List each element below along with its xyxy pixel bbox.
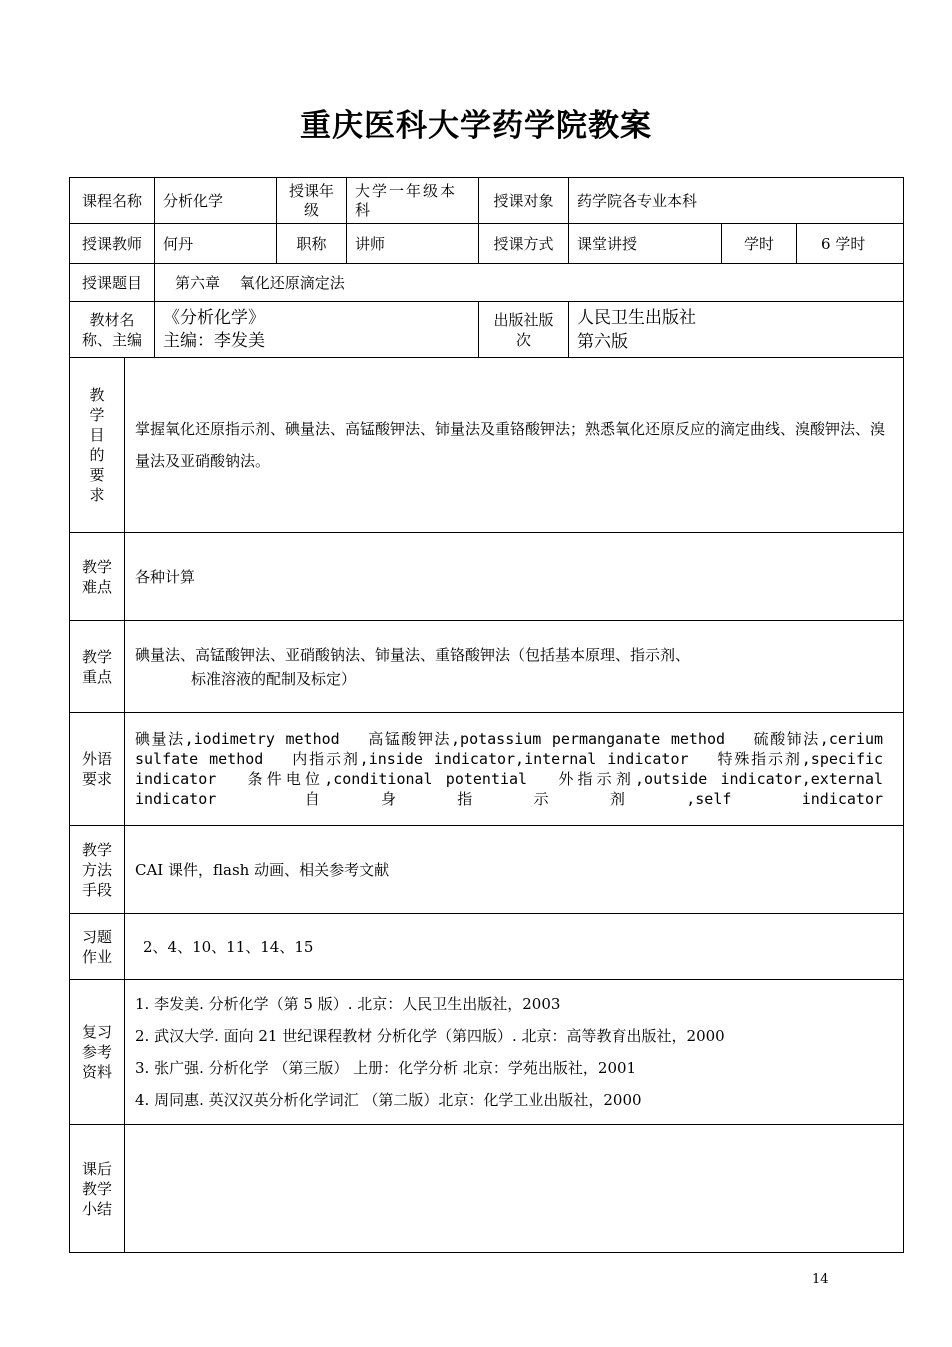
row-key-points bbox=[70, 621, 904, 713]
term-8: 自身指示剂,self indicator bbox=[304, 790, 884, 808]
publisher-label: 出版社版次 bbox=[479, 302, 569, 358]
methods-text: CAI 课件，flash 动画、相关参考文献 bbox=[125, 826, 904, 914]
row-methods bbox=[70, 826, 904, 914]
publisher-edition: 第六版 bbox=[577, 331, 629, 352]
textbook-label: 教材名称、主编 bbox=[70, 302, 155, 358]
ref-item: 3. 张广强. 分析化学 （第三版） 上册：化学分析 北京：学苑出版社，2001 bbox=[135, 1059, 637, 1077]
row-teacher bbox=[70, 224, 904, 264]
target-label: 授课对象 bbox=[479, 178, 569, 224]
row-homework bbox=[70, 914, 904, 980]
row-references bbox=[70, 980, 904, 1125]
homework-text: 2、4、10、11、14、15 bbox=[125, 914, 904, 980]
lesson-plan-table bbox=[69, 177, 904, 1253]
foreign-terms bbox=[125, 713, 904, 826]
ref-item: 1. 李发美. 分析化学（第 5 版）. 北京：人民卫生出版社，2003 bbox=[135, 995, 561, 1013]
grade-label: 授课年级 bbox=[277, 178, 347, 224]
topic-value: 第六章 氧化还原滴定法 bbox=[155, 264, 904, 302]
row-foreign bbox=[70, 713, 904, 826]
hours-value: 6 学时 bbox=[797, 224, 904, 264]
teacher-value: 何丹 bbox=[155, 224, 277, 264]
term-2: 高锰酸钾法,potassium permanganate method bbox=[368, 730, 726, 748]
method-label: 授课方式 bbox=[479, 224, 569, 264]
target-value: 药学院各专业本科 bbox=[569, 178, 904, 224]
row-textbook bbox=[70, 302, 904, 358]
row-summary bbox=[70, 1125, 904, 1253]
term-3: 硫酸铈法,cerium sulfate method bbox=[135, 730, 884, 768]
difficulty-text: 各种计算 bbox=[125, 533, 904, 621]
row-objectives bbox=[70, 358, 904, 533]
term-4: 内指示剂,inside indicator,internal indicator bbox=[292, 750, 689, 768]
key-label: 教学重点 bbox=[70, 621, 125, 713]
refs-list bbox=[125, 980, 904, 1125]
row-difficulty bbox=[70, 533, 904, 621]
topic-label: 授课题目 bbox=[70, 264, 155, 302]
summary-label: 课后教学小结 bbox=[70, 1125, 125, 1253]
grade-value: 大学一年级本科 bbox=[347, 178, 479, 224]
difficulty-label: 教学难点 bbox=[70, 533, 125, 621]
teacher-label: 授课教师 bbox=[70, 224, 155, 264]
foreign-label: 外语要求 bbox=[70, 713, 125, 826]
homework-label: 习题作业 bbox=[70, 914, 125, 980]
summary-text bbox=[125, 1125, 904, 1253]
textbook-cell bbox=[155, 302, 479, 358]
key-cell bbox=[125, 621, 904, 713]
refs-label: 复习参考资料 bbox=[70, 980, 125, 1125]
term-6: 条件电位,conditional potential bbox=[247, 770, 528, 788]
course-name-label: 课程名称 bbox=[70, 178, 155, 224]
ref-item: 2. 武汉大学. 面向 21 世纪课程教材 分析化学（第四版）. 北京：高等教育出版社，2000 bbox=[135, 1027, 725, 1045]
row-topic bbox=[70, 264, 904, 302]
term-7: 外指示剂,outside indicator,external indicator bbox=[135, 770, 884, 808]
term-5: 特殊指示剂,specific indicator bbox=[135, 750, 884, 788]
course-name-value: 分析化学 bbox=[155, 178, 277, 224]
row-course bbox=[70, 178, 904, 224]
textbook-editor: 主编：李发美 bbox=[163, 330, 266, 351]
rank-label: 职称 bbox=[277, 224, 347, 264]
page-title: 重庆医科大学药学院教案 bbox=[300, 108, 652, 144]
ref-item: 4. 周同惠. 英汉汉英分析化学词汇 （第二版）北京：化学工业出版社，2000 bbox=[135, 1091, 642, 1109]
methods-label: 教学方法手段 bbox=[70, 826, 125, 914]
key-line1: 碘量法、高锰酸钾法、亚硝酸钠法、铈量法、重铬酸钾法（包括基本原理、指示剂、 bbox=[135, 645, 691, 664]
term-1: 碘量法,iodimetry method bbox=[135, 730, 340, 748]
page-number: 14 bbox=[812, 1272, 829, 1287]
hours-label: 学时 bbox=[722, 224, 797, 264]
method-value: 课堂讲授 bbox=[569, 224, 722, 264]
rank-value: 讲师 bbox=[347, 224, 479, 264]
publisher-name: 人民卫生出版社 bbox=[577, 307, 697, 328]
key-line2: 标准溶液的配制及标定） bbox=[191, 669, 357, 688]
objectives-text: 掌握氧化还原指示剂、碘量法、高锰酸钾法、铈量法及重铬酸钾法；熟悉氧化还原反应的滴定曲线、溴酸钾法、溴量法及亚硝酸钠法。 bbox=[125, 358, 904, 533]
publisher-cell bbox=[569, 302, 904, 358]
textbook-name: 《分析化学》 bbox=[163, 307, 266, 328]
objectives-label: 教学目的要求 bbox=[70, 358, 125, 533]
